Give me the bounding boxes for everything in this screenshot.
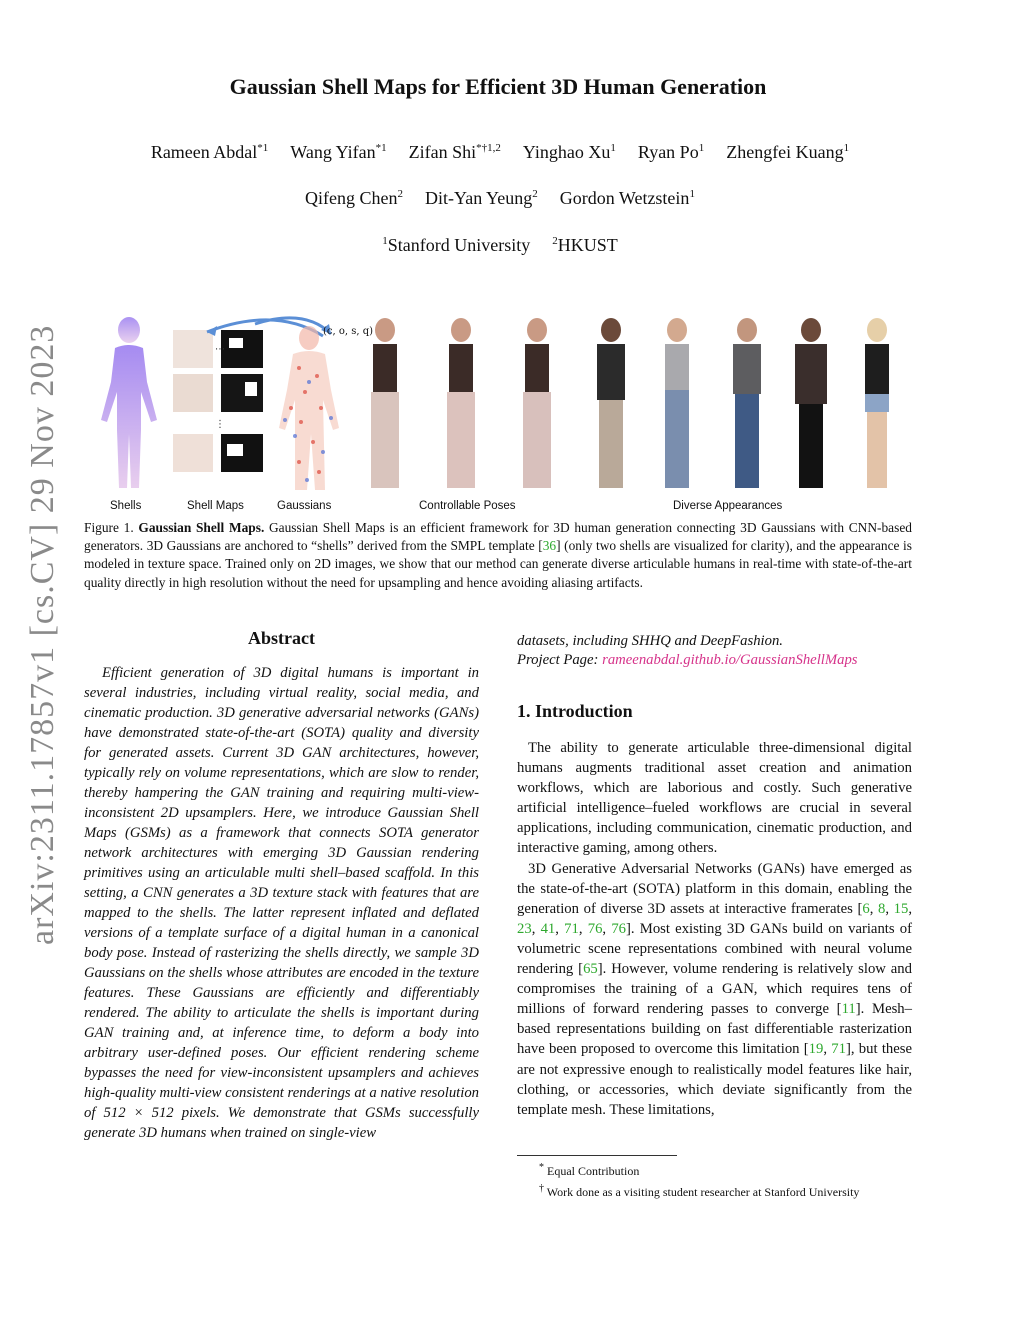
caption-bold-title: Gaussian Shell Maps. bbox=[138, 520, 265, 535]
footnote-mark: † bbox=[539, 1183, 544, 1194]
footnote-rule bbox=[517, 1155, 677, 1156]
citation-link[interactable]: 65 bbox=[583, 961, 598, 978]
arxiv-identifier-stamp: arXiv:2311.17857v1 [cs.CV] 29 Nov 2023 bbox=[24, 324, 61, 945]
figure-label-gaussians: Gaussians bbox=[277, 500, 332, 512]
footnote-mark: * bbox=[539, 1162, 544, 1173]
author bbox=[290, 142, 386, 163]
gaussian-params-label: (c, o, s, q) bbox=[323, 326, 374, 337]
affiliation-sup: 2 bbox=[552, 235, 558, 247]
figure-label-controllable-poses: Controllable Poses bbox=[419, 500, 516, 512]
citation-group-4: 19, 71 bbox=[808, 1041, 846, 1058]
caption-prefix: Figure 1. bbox=[84, 520, 134, 535]
intro-p2-text-b: ]. Most existing 3D GANs build on variants of volumetric scene representations combined with neural volume rendering [ bbox=[517, 920, 913, 978]
citation-link[interactable]: 71 bbox=[831, 1041, 846, 1058]
citation-link[interactable]: 76 bbox=[611, 920, 626, 937]
author-name: Zhengfei Kuang bbox=[726, 142, 844, 162]
author-sup: *1 bbox=[257, 142, 269, 154]
caption-text-1: Gaussian Shell Maps is an efficient framework for 3D human generation connecting 3D Gaussians with CNN-based generators. 3D Gaussians are anchored to “shells” derived from the SMPL template [ bbox=[84, 520, 912, 554]
author-name: Zifan Shi bbox=[408, 142, 477, 162]
author-list-row-1 bbox=[90, 142, 910, 163]
author-name: Wang Yifan bbox=[290, 142, 376, 162]
author-list-row-2 bbox=[90, 188, 910, 209]
citation-link[interactable]: 19 bbox=[808, 1041, 824, 1058]
right-column bbox=[517, 632, 912, 1120]
shell-maps-tiles bbox=[173, 330, 263, 472]
affiliation-list bbox=[90, 235, 910, 256]
author-sup: 1 bbox=[843, 142, 850, 154]
author bbox=[560, 188, 695, 209]
figure-label-shells: Shells bbox=[110, 500, 142, 512]
figure-caption bbox=[84, 519, 912, 592]
affiliation-name: HKUST bbox=[557, 235, 618, 255]
citation-link[interactable]: 23 bbox=[517, 920, 532, 937]
author-name: Qifeng Chen bbox=[305, 188, 398, 208]
citation-group-1: 6, 8, 15, 23, 41, 71, 76, 76 bbox=[517, 900, 913, 937]
affiliation-name: Stanford University bbox=[387, 235, 531, 255]
citation-link[interactable]: 11 bbox=[841, 1001, 856, 1018]
intro-paragraph-2 bbox=[517, 859, 912, 1120]
author-sup: 1 bbox=[689, 188, 695, 200]
author-name: Ryan Po bbox=[637, 142, 699, 162]
author-sup: 2 bbox=[532, 188, 538, 200]
footnote-text: Equal Contribution bbox=[547, 1164, 640, 1178]
footnotes bbox=[517, 1155, 912, 1201]
intro-p2-text-c: ]. However, volume rendering is relatively slow and compromises the training of a GAN, which requires tens of millions of forward rendering passes to converge [ bbox=[517, 961, 912, 1018]
left-column bbox=[84, 628, 479, 1143]
abstract-continuation bbox=[517, 632, 912, 670]
generated-human-samples bbox=[371, 318, 889, 488]
author-sup: *1 bbox=[375, 142, 387, 154]
teaser-figure-graphic bbox=[95, 312, 915, 500]
teaser-figure bbox=[95, 312, 915, 517]
citation-link[interactable]: 71 bbox=[564, 920, 579, 937]
citation-link[interactable]: 36 bbox=[542, 538, 557, 554]
author-sup: *†1,2 bbox=[476, 142, 501, 154]
abstract-continuation-text: datasets, including SHHQ and DeepFashion. bbox=[517, 633, 783, 649]
paper-title: Gaussian Shell Maps for Efficient 3D Human Generation bbox=[229, 74, 767, 99]
citation-link[interactable]: 76 bbox=[587, 920, 603, 937]
svg-text:⋯: ⋯ bbox=[215, 344, 225, 355]
citation-link[interactable]: 6 bbox=[862, 900, 870, 917]
author bbox=[425, 188, 538, 209]
shell-body-illustration bbox=[101, 317, 157, 488]
author bbox=[409, 142, 501, 163]
author bbox=[523, 142, 616, 163]
intro-p2-text-d: ]. Mesh–based representations building on fast differentiable rasterization have been proposed to overcome this limitation [ bbox=[517, 1001, 912, 1058]
author-name: Dit-Yan Yeung bbox=[425, 188, 533, 208]
introduction-heading: 1. Introduction bbox=[517, 701, 633, 721]
author bbox=[726, 142, 849, 163]
author-sup: 1 bbox=[698, 142, 705, 154]
figure-label-diverse-appearances: Diverse Appearances bbox=[673, 500, 783, 512]
intro-p2-text-e: ], but these are not expressive enough to realistically model features like hair, clothing, or accessories, which deviate significantly from the template mesh. These limitations, bbox=[517, 1041, 912, 1118]
footnote-visiting-student bbox=[517, 1180, 912, 1201]
author-name: Yinghao Xu bbox=[522, 142, 611, 162]
footnote-text: Work done as a visiting student researcher at Stanford University bbox=[546, 1185, 860, 1199]
author-name: Gordon Wetzstein bbox=[559, 188, 690, 208]
author-sup: 2 bbox=[397, 188, 404, 200]
intro-paragraph-1: The ability to generate articulable three-dimensional digital humans augments traditional asset creation and animation workflows, which are laborious and costly. Such generative artificial intelligence–fueled workflows are crucial in several applications, including communication, cinematic production, and interactive gaming, among others. bbox=[517, 740, 912, 857]
intro-p2-text-a: 3D Generative Adversarial Networks (GANs) have emerged as the state-of-the-art (SOTA) platform in this domain, enabling the generation of diverse 3D assets at interactive framerates [ bbox=[517, 860, 912, 917]
citation-link[interactable]: 41 bbox=[540, 920, 556, 937]
author bbox=[305, 188, 403, 209]
project-page-link[interactable]: rameenabdal.github.io/GaussianShellMaps bbox=[602, 652, 858, 668]
abstract-body: Efficient generation of 3D digital humans is important in several industries, including virtual reality, social media, and cinematic production. 3D generative adversarial networks (GANs) have demonstrated state-of-the-art (SOTA) quality and diversity for generated assets. Current 3D GAN architectures, however, typically rely on volume representations, which are slow to render, thereby hampering the GAN training and requiring multi-view-inconsistent 2D upsamplers. Here, we introduce Gaussian Shell Maps (GSMs) as a framework that connects SOTA generator network architectures with emerging 3D Gaussian rendering primitives using an articulable multi shell–based scaffold. In this setting, a CNN generates a 3D texture stack with features that are mapped to the shells. The latter represent inflated and deflated versions of a template surface of a digital human in a canonical body pose. Instead of rasterizing the shells directly, we sample 3D Gaussians on the shells whose attributes are encoded in the texture features. These Gaussians are efficiently and differentiably rendered. The ability to articulate the shells is important during GAN training and, at inference time, to deform a body into arbitrary user-defined poses. Our efficient rendering scheme bypasses the need for view-inconsistent upsamplers and achieves high-quality multi-view consistent renderings at a native resolution of 512 × 512 pixels. We demonstrate that GSMs successfully generate 3D humans when trained on single-view bbox=[84, 665, 480, 1141]
author bbox=[638, 142, 704, 163]
author-sup: 1 bbox=[610, 142, 616, 154]
figure-label-shell-maps: Shell Maps bbox=[187, 500, 244, 512]
gaussian-point-cloud-human bbox=[279, 326, 339, 490]
affiliation bbox=[552, 235, 618, 256]
author-name: Rameen Abdal bbox=[150, 142, 258, 162]
affiliation bbox=[382, 235, 530, 256]
caption-text-2: ] (only two shells are visualized for clarity), and the appearance is modeled in texture space. Trained only on 2D images, we show that our method can generate diverse articulable humans in real-time with state-of-the-art quality directly in high resolution without the need for upsampling and hence avoiding aliasing artifacts. bbox=[84, 538, 912, 590]
svg-text:⋮: ⋮ bbox=[215, 419, 225, 430]
abstract-heading: Abstract bbox=[248, 628, 315, 648]
author bbox=[151, 142, 268, 163]
project-page-label: Project Page: bbox=[517, 652, 599, 668]
citation-link[interactable]: 8 bbox=[878, 900, 886, 917]
affiliation-sup: 1 bbox=[382, 235, 388, 247]
footnote-equal-contribution bbox=[517, 1159, 912, 1180]
citation-link[interactable]: 15 bbox=[893, 900, 909, 917]
